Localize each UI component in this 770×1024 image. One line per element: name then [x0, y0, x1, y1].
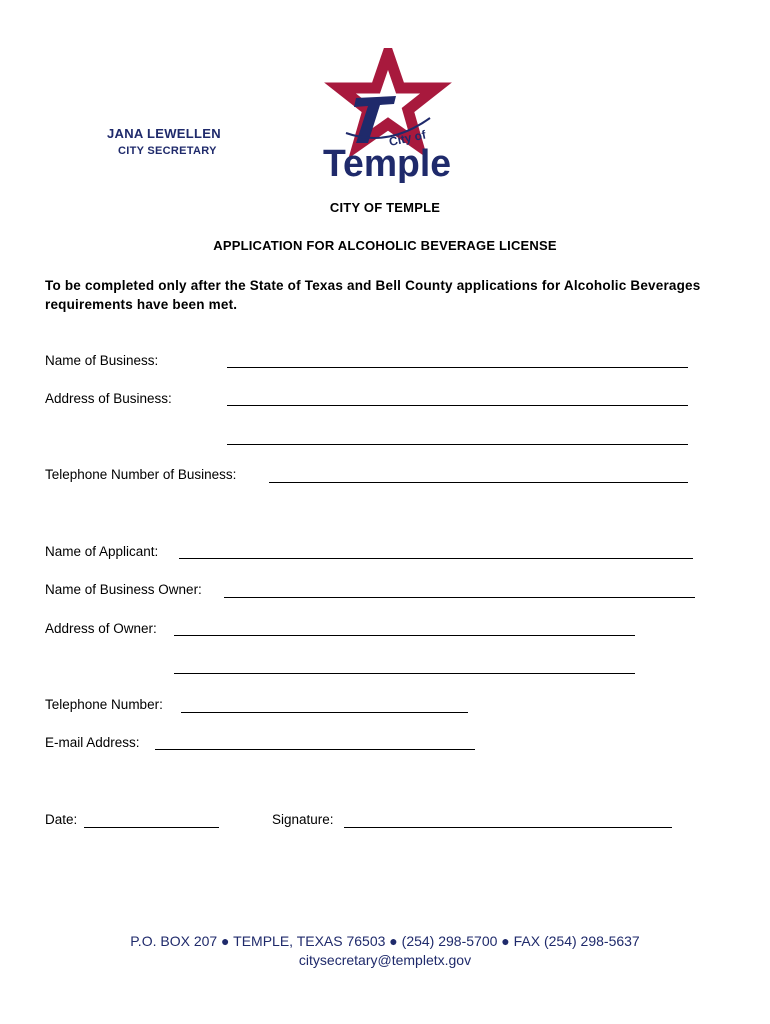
business-phone-label: Telephone Number of Business: — [45, 467, 237, 482]
city-logo — [318, 48, 458, 183]
logo-text-large: Temple — [323, 143, 451, 183]
owner-address-field-2[interactable] — [174, 673, 635, 674]
business-name-field[interactable] — [227, 367, 688, 368]
applicant-name-field[interactable] — [179, 558, 693, 559]
phone-label: Telephone Number: — [45, 697, 163, 712]
business-address-label: Address of Business: — [45, 391, 172, 406]
instructions: To be completed only after the State of Texas and Bell County applications for Alcoholic Beverages requirements have been met. — [45, 278, 701, 312]
org-heading: CITY OF TEMPLE — [329, 200, 441, 215]
email-label: E-mail Address: — [45, 735, 140, 750]
business-address-field-2[interactable] — [227, 444, 688, 445]
owner-name-label: Name of Business Owner: — [45, 582, 202, 597]
form-title: APPLICATION FOR ALCOHOLIC BEVERAGE LICENSE — [213, 238, 557, 253]
phone-field[interactable] — [181, 712, 468, 713]
owner-address-label: Address of Owner: — [45, 621, 157, 636]
date-field[interactable] — [84, 827, 219, 828]
footer-email: citysecretary@templetx.gov — [298, 952, 472, 968]
star-logo-icon — [318, 48, 458, 183]
signature-label: Signature: — [272, 812, 334, 827]
business-name-label: Name of Business: — [45, 353, 159, 368]
owner-name-field[interactable] — [224, 597, 695, 598]
logo-text-small: City of — [387, 127, 428, 149]
footer-address: P.O. BOX 207 ● TEMPLE, TEXAS 76503 ● (254) 298-5700 ● FAX (254) 298-5637 — [130, 933, 640, 949]
signature-field[interactable] — [344, 827, 672, 828]
business-phone-field[interactable] — [269, 482, 688, 483]
owner-address-field-1[interactable] — [174, 635, 635, 636]
email-field[interactable] — [155, 749, 475, 750]
applicant-name-label: Name of Applicant: — [45, 544, 159, 559]
secretary-name: JANA LEWELLEN — [107, 126, 221, 141]
secretary-title: CITY SECRETARY — [118, 145, 217, 157]
business-address-field-1[interactable] — [227, 405, 688, 406]
date-label: Date: — [45, 812, 78, 827]
